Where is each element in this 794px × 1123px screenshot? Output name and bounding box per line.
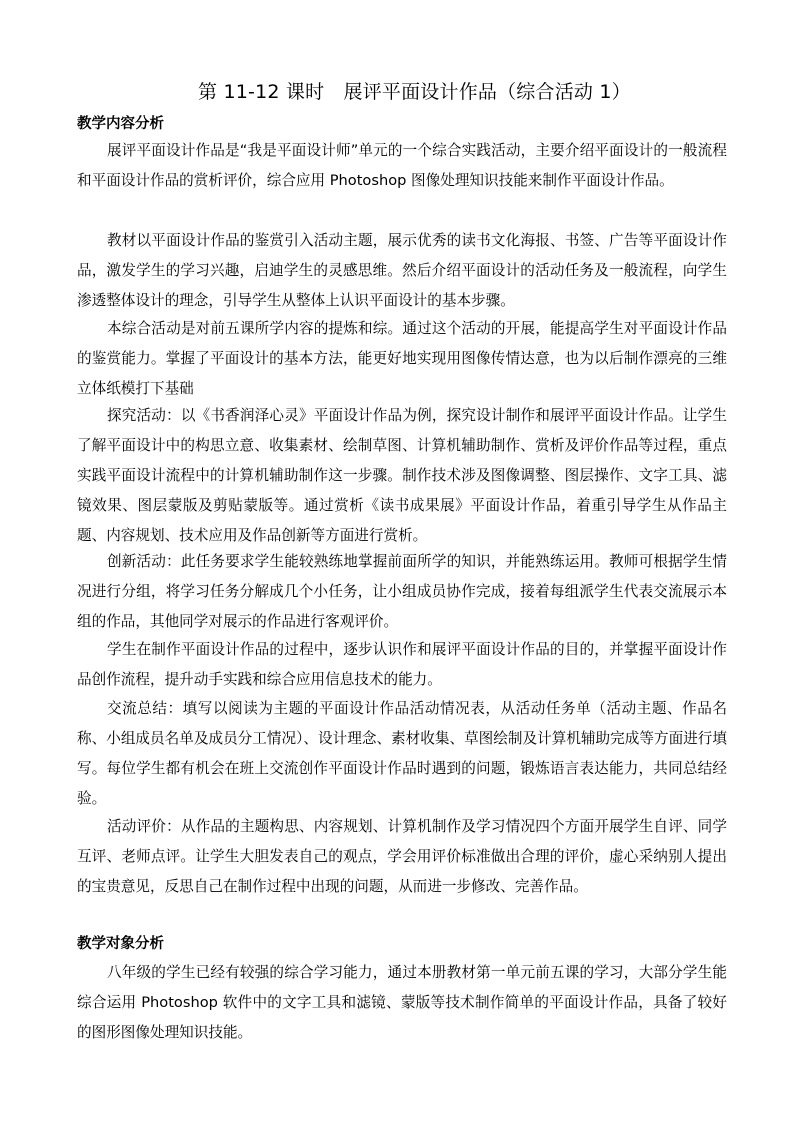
section-heading-content-analysis: 教学内容分析: [77, 116, 164, 132]
paragraph-4: 探究活动：以《书香润泽心灵》平面设计作品为例，探究设计制作和展评平面设计作品。让学生了解平面设计中的构思立意、收集素材、绘制草图、计算机辅助制作、赏析及评价作品等过程，重点实践平面设计流程中的计算机辅助制作这一步骤。制作技术涉及图像调整、图层操作、文字工具、滤镜效果、图层蒙版及剪贴蒙版等。通过赏析《读书成果展》平面设计作品，着重引导学生从作品主题、内容规划、技术应用及作品创新等方面进行赏析。: [77, 407, 727, 544]
paragraph-7: 交流总结：填写以阅读为主题的平面设计作品活动情况表，从活动任务单（活动主题、作品名称、小组成员名单及成员分工情况）、设计理念、素材收集、草图绘制及计算机辅助完成等方面进行填写。每位学生都有机会在班上交流创作平面设计作品时遇到的问题，锻炼语言表达能力，共同总结经验。: [77, 700, 727, 807]
paragraph-2: 教材以平面设计作品的鉴赏引入活动主题，展示优秀的读书文化海报、书签、广告等平面设计作品，激发学生的学习兴趣，启迪学生的灵感思维。然后介绍平面设计的活动任务及一般流程，向学生渗透整体设计的理念，引导学生从整体上认识平面设计的基本步骤。: [77, 232, 727, 309]
paragraph-6: 学生在制作平面设计作品的过程中，逐步认识作和展评平面设计作品的目的，并掌握平面设计作品创作流程，提升动手实践和综合应用信息技术的能力。: [77, 641, 727, 688]
paragraph-8: 活动评价：从作品的主题构思、内容规划、计算机制作及学习情况四个方面开展学生自评、同学互评、老师点评。让学生大胆发表自己的观点，学会用评价标准做出合理的评价，虚心采纳别人提出的宝贵意见，反思自己在制作过程中出现的问题，从而进一步修改、完善作品。: [77, 818, 727, 895]
paragraph-5: 创新活动：此任务要求学生能较熟练地掌握前面所学的知识，并能熟练运用。教师可根据学生情况进行分组，将学习任务分解成几个小任务，让小组成员协作完成，接着每组派学生代表交流展示本组的作品，其他同学对展示的作品进行客观评价。: [77, 553, 727, 630]
paragraph-3: 本综合活动是对前五课所学内容的提炼和综。通过这个活动的开展，能提高学生对平面设计作品的鉴赏能力。掌握了平面设计的基本方法，能更好地实现用图像传情达意，也为以后制作漂亮的三维立体纸模打下基础: [77, 320, 727, 397]
section-heading-learner-analysis: 教学对象分析: [77, 936, 164, 952]
paragraph-1: 展评平面设计作品是“我是平面设计师”单元的一个综合实践活动，主要介绍平面设计的一般流程和平面设计作品的赏析评价，综合应用 Photoshop 图像处理知识技能来制作平面设计作品。: [77, 142, 727, 189]
document-title: 第 11-12 课时 展评平面设计作品（综合活动 1）: [198, 81, 631, 103]
paragraph-9: 八年级的学生已经有较强的综合学习能力，通过本册教材第一单元前五课的学习，大部分学生能综合运用 Photoshop 软件中的文字工具和滤镜、蒙版等技术制作简单的平面设计作品，具备了较好的图形图像处理知识技能。: [77, 964, 727, 1041]
